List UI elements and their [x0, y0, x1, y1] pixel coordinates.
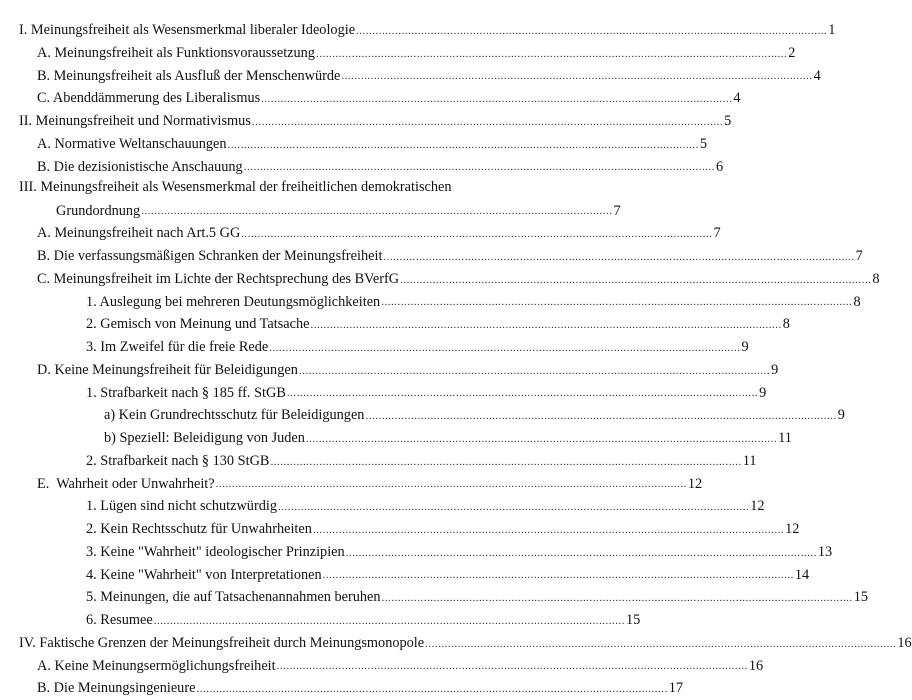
toc-entry-title: II. Meinungsfreiheit und Normativismus [19, 113, 251, 129]
toc-page-number: 7 [713, 225, 721, 242]
toc-entry-title: 3. Im Zweifel für die freie Rede [86, 339, 269, 355]
toc-page-number: 7 [855, 248, 863, 264]
toc-leader-dots: ................................................................................................................................................. [251, 115, 724, 128]
toc-entry-title: 2. Kein Rechtsschutz für Unwahrheiten [86, 521, 312, 537]
toc-entry-title: B. Die Meinungsingenieure [37, 680, 196, 697]
toc-entry[interactable] [0, 42, 796, 65]
toc-page-number: 12 [687, 475, 703, 492]
toc-leader-dots: ................................................................................................................................................. [270, 455, 742, 468]
toc-leader-dots: ................................................................................................................................................. [322, 569, 794, 582]
toc-entry-title: B. Die verfassungsmäßigen Schranken der Meinungsfreiheit [37, 248, 383, 264]
toc-entry[interactable] [0, 677, 683, 700]
toc-leader-dots: ................................................................................................................................................. [227, 138, 699, 151]
toc-leader-dots: ................................................................................................................................................. [276, 660, 748, 673]
toc-page-number: 2 [788, 44, 796, 61]
toc-entry[interactable] [0, 427, 792, 450]
toc-page-number: 16 [748, 657, 764, 674]
toc-page-number: 7 [613, 202, 621, 219]
toc-entry[interactable] [0, 450, 757, 473]
toc-entry[interactable] [0, 473, 703, 496]
toc-entry[interactable] [0, 291, 861, 314]
toc-entry[interactable] [0, 87, 741, 110]
toc-entry-title: D. Keine Meinungsfreiheit für Beleidigungen [37, 361, 298, 378]
toc-page-number: 8 [853, 293, 861, 310]
toc-page-number: 12 [785, 521, 800, 537]
toc-leader-dots: ................................................................................................................................................. [153, 614, 625, 627]
toc-entry[interactable] [0, 495, 765, 518]
toc-page-number: 14 [794, 566, 810, 583]
toc-leader-dots: ................................................................................................................................................. [141, 205, 613, 218]
toc-entry[interactable] [0, 336, 749, 359]
toc-page-number: 8 [872, 270, 880, 287]
toc-entry-title: A. Keine Meinungsermöglichungsfreiheit [37, 657, 276, 674]
toc-entry-title: 1. Strafbarkeit nach § 185 ff. StGB [86, 384, 286, 401]
toc-entry[interactable] [0, 65, 821, 88]
toc-leader-dots: ................................................................................................................................................. [341, 70, 813, 83]
toc-entry[interactable] [0, 359, 779, 382]
toc-leader-dots: ................................................................................................................................................. [400, 273, 872, 286]
toc-entry-continuation[interactable] [0, 199, 625, 223]
toc-entry[interactable] [0, 518, 800, 541]
toc-entry-title: 1. Auslegung bei mehreren Deutungsmöglichkeiten [86, 293, 381, 310]
toc-page-number: 4 [813, 67, 821, 84]
toc-entry[interactable] [0, 609, 641, 632]
toc-entry-title: III. Meinungsfreiheit als Wesensmerkmal der freiheitlichen demokratischen [19, 179, 452, 195]
toc-leader-dots: ................................................................................................................................................. [278, 501, 750, 513]
toc-page-number: 9 [759, 384, 767, 401]
toc-leader-dots: ................................................................................................................................................. [365, 410, 837, 422]
toc-entry-title: A. Meinungsfreiheit nach Art.5 GG [37, 225, 241, 242]
toc-entry-title: 4. Keine "Wahrheit" von Interpretationen [86, 566, 322, 583]
toc-page-number: 1 [828, 22, 836, 38]
toc-entry-title: B. Meinungsfreiheit als Ausfluß der Menschenwürde [37, 67, 341, 84]
toc-entry[interactable] [0, 564, 810, 587]
toc-page-number: 5 [699, 135, 707, 152]
toc-leader-dots: ................................................................................................................................................. [345, 546, 817, 559]
toc-entry-title: C. Meinungsfreiheit im Lichte der Rechtsprechung des BVerfG [37, 270, 400, 287]
toc-page-number: 11 [742, 452, 757, 469]
toc-entry-title: E. Wahrheit oder Unwahrheit? [37, 475, 215, 492]
toc-entry[interactable] [0, 632, 912, 655]
toc-entry[interactable] [0, 404, 845, 427]
toc-entry-title: A. Normative Weltanschauungen [37, 135, 227, 152]
toc-page-number: 12 [750, 498, 765, 515]
toc-page-number: 15 [853, 589, 869, 606]
toc-page-number: 5 [724, 113, 732, 129]
toc-leader-dots: ................................................................................................................................................. [243, 161, 715, 174]
toc-entry-title: b) Speziell: Beleidigung von Juden [104, 430, 305, 446]
toc-entry[interactable] [0, 586, 869, 609]
toc-leader-dots: ................................................................................................................................................. [381, 592, 853, 604]
toc-leader-dots: ................................................................................................................................................. [269, 341, 741, 354]
toc-leader-dots: ................................................................................................................................................. [305, 432, 778, 445]
toc-entry-title: 1. Lügen sind nicht schutzwürdig [86, 498, 277, 515]
toc-leader-dots: ................................................................................................................................................. [215, 478, 687, 491]
toc-leader-dots: ................................................................................................................................................. [298, 364, 771, 377]
toc-entry-title: A. Meinungsfreiheit als Funktionsvoraussetzung [37, 44, 315, 61]
toc-page-number: 13 [817, 543, 833, 560]
toc-entry-title: B. Die dezisionistische Anschauung [37, 158, 243, 175]
toc-entry-title: I. Meinungsfreiheit als Wesensmerkmal liberaler Ideologie [19, 22, 356, 38]
toc-page-number: 16 [897, 634, 912, 651]
toc-leader-dots: ................................................................................................................................................. [383, 250, 855, 263]
toc-entry-title: 2. Gemisch von Meinung und Tatsache [86, 316, 310, 333]
toc-entry-title-continuation: Grundordnung [56, 202, 141, 219]
toc-leader-dots: ................................................................................................................................................. [261, 93, 733, 105]
toc-entry[interactable] [0, 382, 767, 405]
toc-entry[interactable] [0, 245, 863, 268]
toc-leader-dots: ................................................................................................................................................. [241, 228, 713, 240]
table-of-contents [0, 19, 912, 700]
toc-entry-title: IV. Faktische Grenzen der Meinungsfreiheit durch Meinungsmonopole [19, 634, 425, 651]
toc-leader-dots: ................................................................................................................................................. [312, 523, 785, 536]
toc-entry[interactable] [0, 268, 880, 291]
toc-entry[interactable] [0, 313, 790, 336]
toc-page-number: 9 [771, 361, 779, 378]
toc-page-number: 6 [715, 158, 724, 175]
toc-entry[interactable] [0, 222, 721, 245]
toc-entry[interactable] [0, 133, 707, 156]
toc-entry[interactable] [0, 178, 625, 199]
toc-entry-title: 2. Strafbarkeit nach § 130 StGB [86, 452, 270, 469]
toc-entry[interactable] [0, 19, 836, 42]
toc-leader-dots: ................................................................................................................................................. [196, 683, 668, 695]
toc-page-number: 4 [733, 90, 741, 107]
toc-entry[interactable] [0, 110, 732, 133]
toc-leader-dots: ................................................................................................................................................. [286, 387, 759, 400]
toc-leader-dots: ................................................................................................................................................. [381, 296, 853, 309]
toc-entry-title: C. Abenddämmerung des Liberalismus [37, 90, 261, 107]
toc-page-number: 17 [668, 680, 683, 697]
toc-page-number: 9 [741, 339, 749, 355]
toc-page-number: 15 [625, 612, 641, 628]
toc-leader-dots: ................................................................................................................................................. [310, 319, 782, 331]
toc-page-number: 8 [782, 316, 790, 333]
toc-entry[interactable] [0, 655, 764, 678]
toc-entry-title: 3. Keine "Wahrheit" ideologischer Prinzipien [86, 543, 345, 560]
toc-entry-title: 5. Meinungen, die auf Tatsachenannahmen beruhen [86, 589, 381, 606]
toc-leader-dots: ................................................................................................................................................. [356, 24, 828, 37]
toc-page-number: 11 [778, 430, 792, 446]
toc-entry-title: 6. Resumee [86, 612, 153, 628]
toc-entry[interactable] [0, 541, 833, 564]
toc-page-number: 9 [837, 407, 845, 424]
toc-entry-title: a) Kein Grundrechtsschutz für Beleidigungen [104, 407, 365, 424]
toc-leader-dots: ................................................................................................................................................. [425, 637, 897, 650]
toc-leader-dots: ................................................................................................................................................. [315, 47, 788, 60]
toc-entry[interactable] [0, 156, 724, 179]
